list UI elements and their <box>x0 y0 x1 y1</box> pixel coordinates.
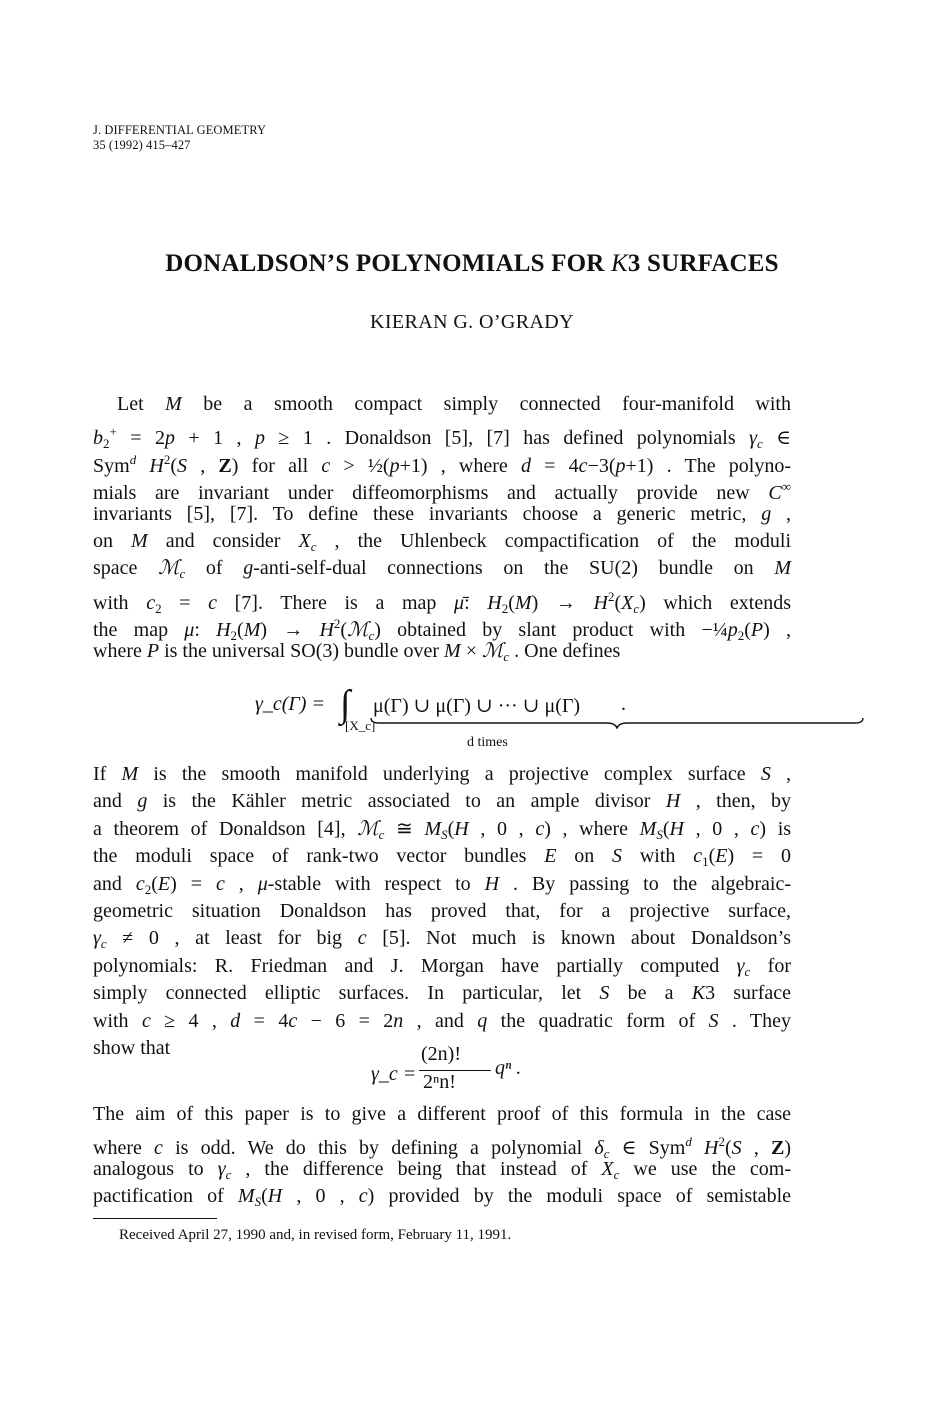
body-paragraph-1 <box>93 391 791 665</box>
text-line: and $c_2(E) = c$ , μ-stable with respect to H . By passing to the algebraic- <box>93 872 791 897</box>
title-text-end: 3 SURFACES <box>627 250 779 277</box>
text-line: show that <box>93 1036 171 1059</box>
text-line: pactification of $M_S(H$ , 0 , c) provided by the moduli space of semistable <box>93 1185 791 1210</box>
display-equation-invariant <box>255 683 675 758</box>
text-line: where P is the universal SO(3) bundle over M × ℳ$_c$ . One defines <box>93 639 621 664</box>
text-line: The aim of this paper is to give a different proof of this formula in the case <box>93 1103 791 1125</box>
brace-label: d times <box>467 735 508 750</box>
text-line: polynomials: R. Friedman and J. Morgan have partially computed $\gamma_c$ for <box>93 954 791 979</box>
text-line: a theorem of Donaldson [4], ℳ$_c$ ≅ $M_S(H$ , 0 , c) , where $M_S(H$ , 0 , c) is <box>93 817 792 842</box>
journal-header <box>93 123 266 153</box>
title-math: K <box>610 250 628 277</box>
text-line: simply connected elliptic surfaces. In particular, let S be a K3 surface <box>93 982 792 1005</box>
text-line: the map μ: $H_2(M)$ → $H^2(ℳ_c)$ obtained by slant product with $-\frac{1}{4}p_2(P)$ , <box>93 616 791 644</box>
journal-volume: 35 (1992) 415–427 <box>93 138 191 152</box>
text-line: invariants [5], [7]. To define these invariants choose a generic metric, g , <box>93 502 791 525</box>
underbrace <box>369 717 865 729</box>
text-line: analogous to $\gamma_c$ , the difference being that instead of $X_c$ we use the com- <box>93 1157 791 1182</box>
text-line: with $c_2 = c$ [7]. There is a map μ̄: $H_2(M) \to H^2(X_c)$ which extends <box>93 588 791 616</box>
text-line: where c is odd. We do this by defining a polynomial $\delta_c$ ∈ Sym$^d$ $H^2(S$ , Z) <box>93 1134 792 1162</box>
text-line: mials are invariant under diffeomorphisms and actually provide new C∞ <box>93 479 791 505</box>
fraction-numerator: (2n)! <box>421 1043 461 1065</box>
text-line: the moduli space of rank-two vector bundles E on S with $c_1(E) = 0$ <box>93 845 792 870</box>
text-line: and g is the Kähler metric associated to an ample divisor H , then, by <box>93 790 791 813</box>
equation-period: . <box>621 693 626 715</box>
integral-sign: ∫ <box>340 683 351 725</box>
text-line: $\gamma_c \ne 0$ , at least for big c [5]. Not much is known about Donaldson’s <box>93 927 791 952</box>
body-paragraph-3 <box>93 1101 791 1211</box>
display-equation-formula <box>371 1043 571 1103</box>
author-name: KIERAN G. O’GRADY <box>369 311 574 333</box>
integrand: μ(Γ) ∪ μ(Γ) ∪ ··· ∪ μ(Γ) <box>373 695 581 717</box>
fraction-denominator: 2ⁿn! <box>423 1071 456 1093</box>
integral-limit: [X_c] <box>345 718 376 733</box>
text-line: with c ≥ 4 , d = 4c − 6 = 2n , and q the quadratic form of S . They <box>93 1009 792 1032</box>
equation-lhs: γ_c = <box>371 1063 417 1085</box>
text-line: If M is the smooth manifold underlying a projective complex surface S , <box>93 763 792 785</box>
equation-lhs: γ_c(Γ) = <box>255 693 325 715</box>
text-line: $b_2^+ = 2p + 1$ , p ≥ 1 . Donaldson [5], [7] has defined polynomials $\gamma_c$ ∈ <box>93 424 792 452</box>
text-line: on M and consider $X_c$ , the Uhlenbeck compactification of the moduli <box>93 529 791 554</box>
title-text: DONALDSON’S POLYNOMIALS FOR <box>165 250 611 277</box>
journal-name: J. DIFFERENTIAL GEOMETRY <box>93 123 267 137</box>
text-line: geometric situation Donaldson has proved that, for a projective surface, <box>93 899 791 922</box>
paper-title <box>0 250 944 278</box>
footnote-rule <box>93 1218 217 1219</box>
text-line: space ℳ$_c$ of g-anti-self-dual connections on the SU(2) bundle on M <box>93 557 792 582</box>
text-line: Let M be a smooth compact simply connected four-manifold with <box>117 393 791 415</box>
footnote-received: Received April 27, 1990 and, in revised form, February 11, 1991. <box>119 1227 512 1243</box>
equation-factor: qⁿ . <box>495 1057 522 1079</box>
body-paragraph-2 <box>93 761 791 1062</box>
text-line: Sym$^d$ $H^2(S$ , Z) for all c > ½(p+1) , where d = 4c−3(p+1) . The polyno- <box>93 451 792 477</box>
